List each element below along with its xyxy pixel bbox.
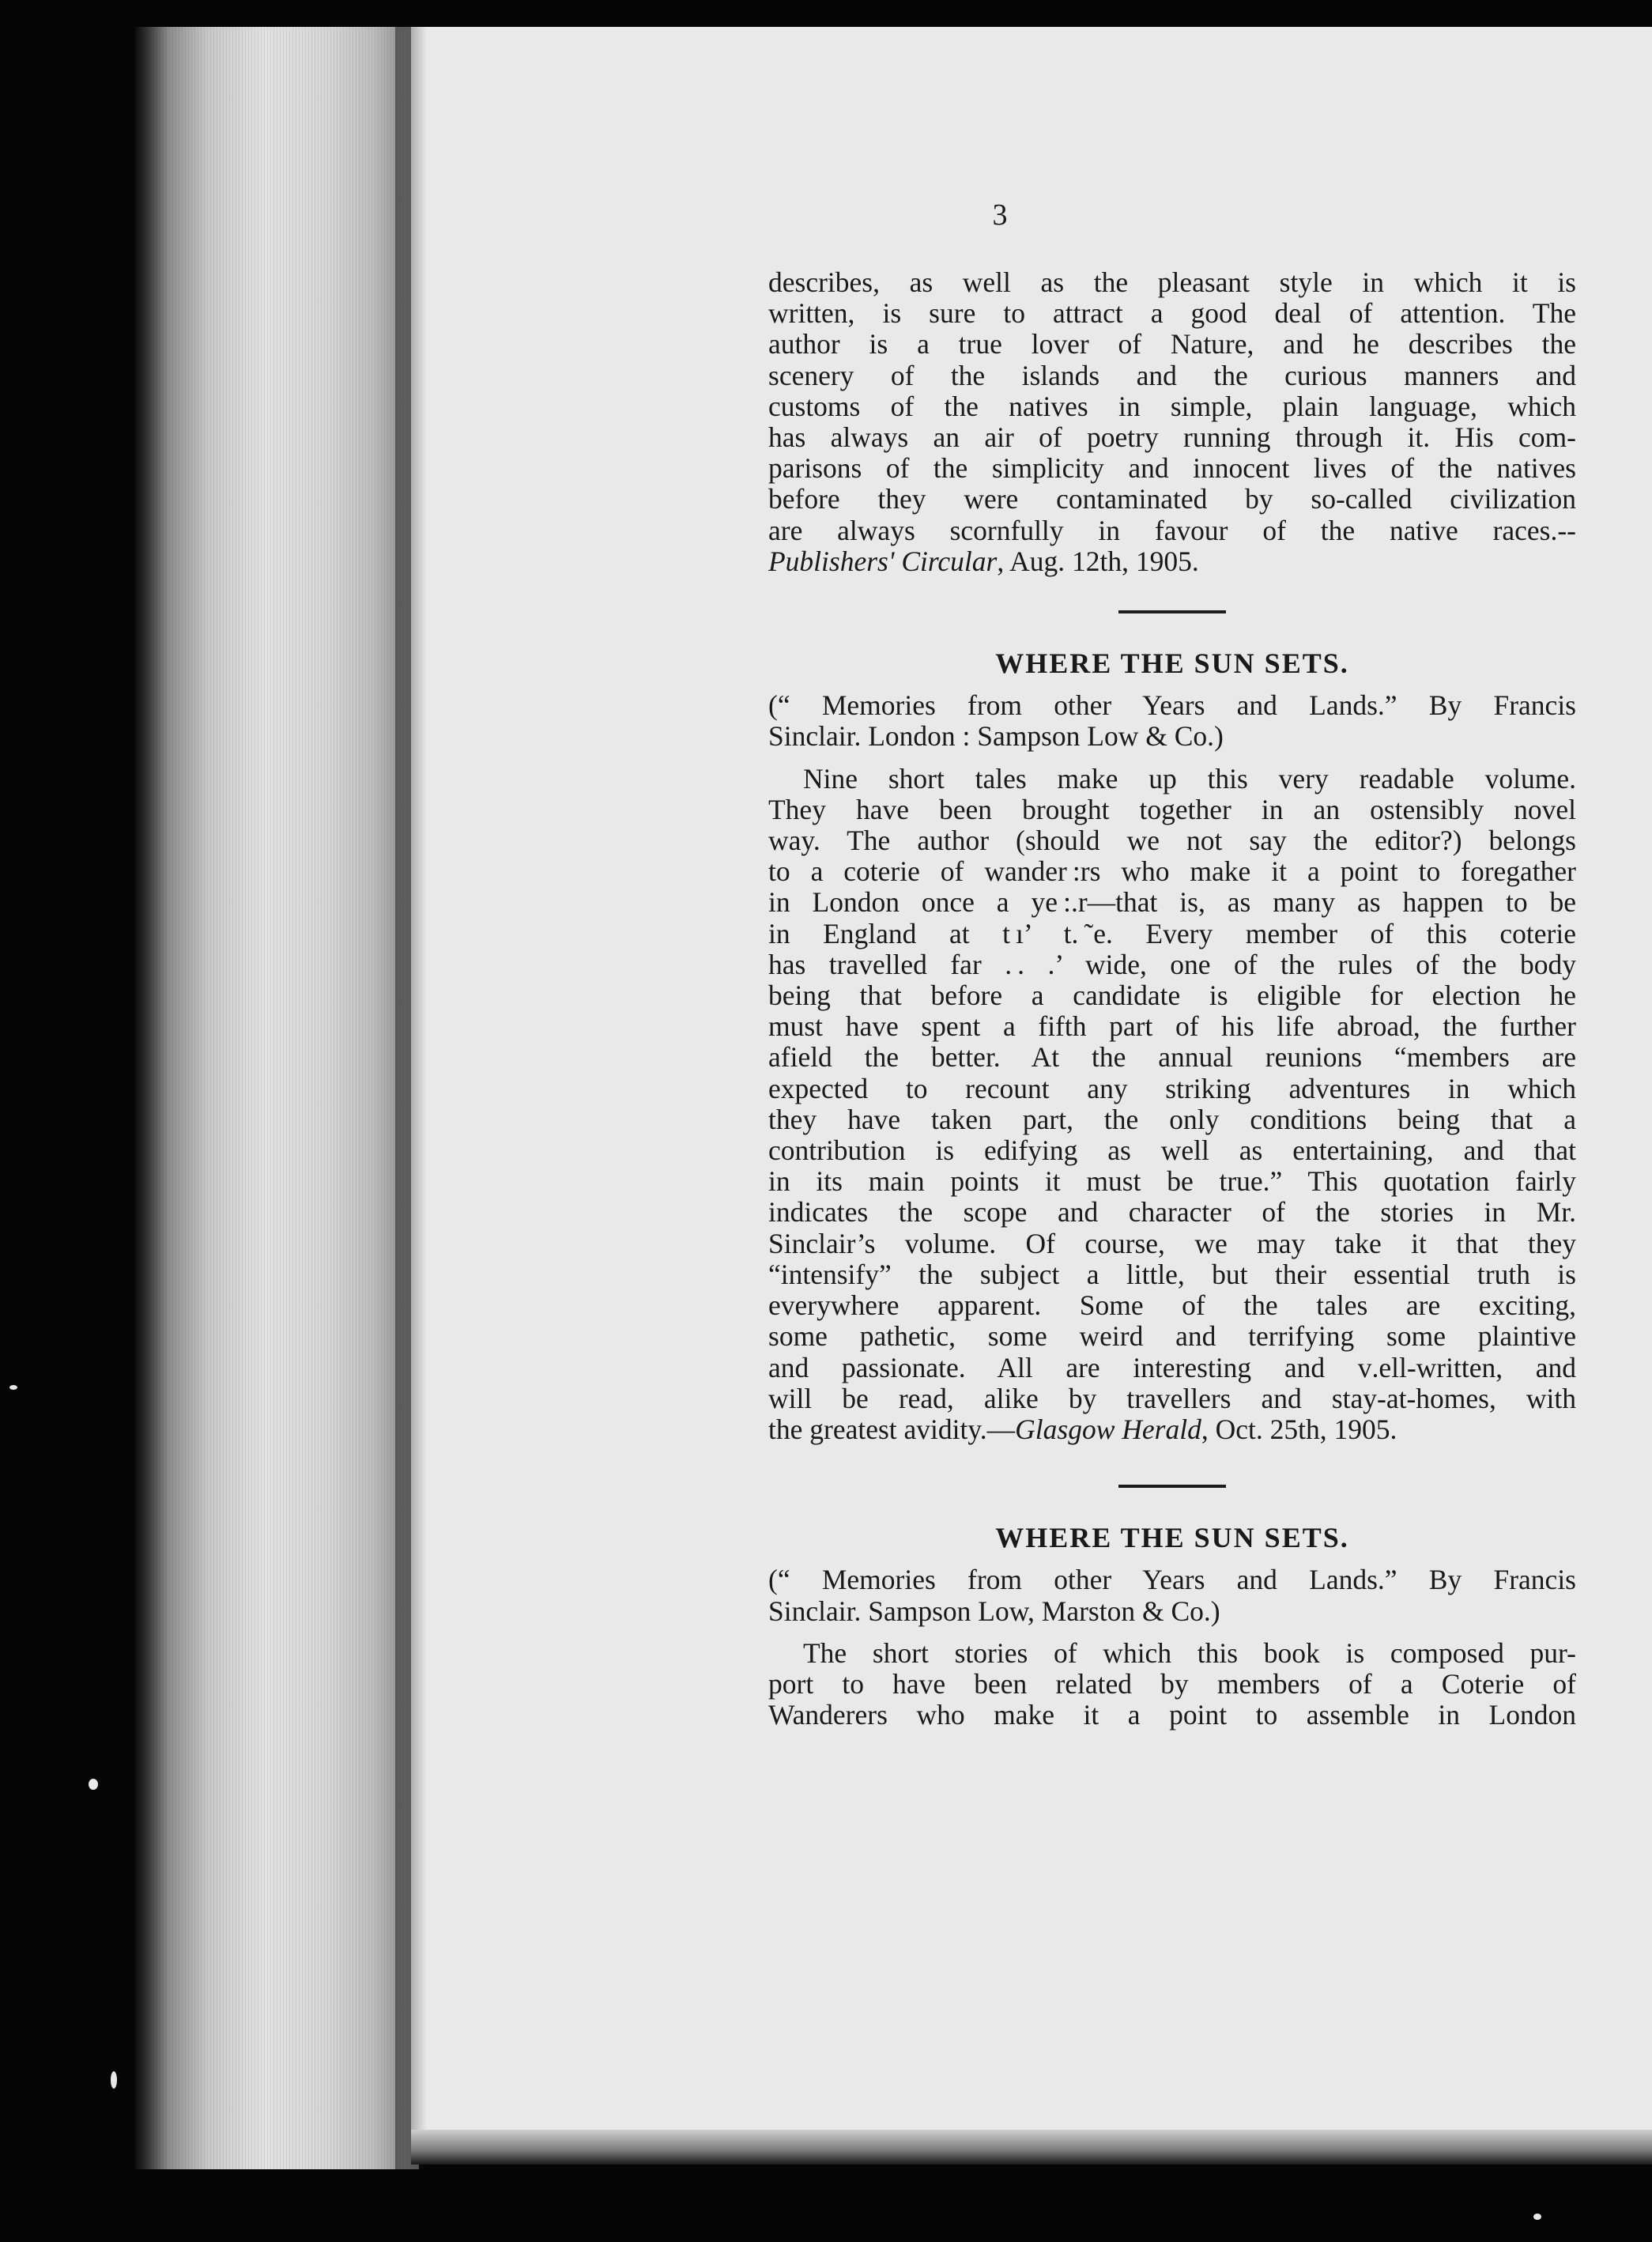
review-source-line <box>768 546 1576 577</box>
text-line: will be read, alike by travellers and stay-at-homes, with <box>768 1382 1576 1414</box>
review-heading: WHERE THE SUN SETS. <box>995 647 1349 680</box>
text-line: expected to recount any striking adventures in which <box>768 1072 1576 1104</box>
dust-speck <box>111 2071 117 2089</box>
text-line: Nine short tales make up this very readable volume. <box>803 762 1576 795</box>
text-line: some pathetic, some weird and terrifying some plaintive <box>768 1320 1576 1353</box>
text-line: parisons of the simplicity and innocent lives of the natives <box>768 452 1576 485</box>
review-heading: WHERE THE SUN SETS. <box>995 1522 1349 1554</box>
page-edge-shadow <box>395 27 427 2169</box>
text-line: They have been brought together in an ostensibly novel <box>768 793 1576 825</box>
text-line: has travelled far . . .’ wide, one of the rules of the body <box>768 948 1576 980</box>
dust-speck <box>1533 2214 1541 2220</box>
text-line: to a coterie of wander :rs who make it a point to foregather <box>768 855 1576 888</box>
text-line: author is a true lover of Nature, and he describes the <box>768 328 1576 360</box>
text-line: in England at t ı’ t. ˜e. Every member of this coterie <box>768 917 1576 949</box>
review-paragraph <box>768 267 1576 577</box>
review-paragraph <box>768 1638 1576 1731</box>
text-line: being that before a candidate is eligible for election he <box>768 979 1576 1012</box>
text-line: contribution is edifying as well as entertaining, and that <box>768 1134 1576 1167</box>
review-source-title: Publishers' Circular <box>768 545 998 577</box>
text-line: and passionate. All are interesting and ᴠ.ell-written, and <box>768 1351 1576 1383</box>
review-source-date: , Aug. 12th, 1905. <box>997 545 1199 577</box>
text-line: customs of the natives in simple, plain language, which <box>768 390 1576 422</box>
text-line: Wanderers who make it a point to assemble in London <box>768 1699 1576 1731</box>
text-line: before they were contaminated by so-called civilization <box>768 483 1576 515</box>
text-line: indicates the scope and character of the stories in Mr. <box>768 1196 1576 1229</box>
text-line: everywhere apparent. Some of the tales are exciting, <box>768 1289 1576 1322</box>
dust-speck <box>9 1385 17 1390</box>
review-source-date: , Oct. 25th, 1905. <box>1201 1413 1397 1445</box>
text-line: “intensify” the subject a little, but their essential truth is <box>768 1258 1576 1290</box>
book-fore-edge <box>134 27 419 2169</box>
review-source-line <box>768 1414 1576 1445</box>
text-line: afield the better. At the annual reunions “members are <box>768 1041 1576 1074</box>
text-line: (“ Memories from other Years and Lands.” By Francis <box>768 1564 1576 1596</box>
page-number: 3 <box>992 198 1008 232</box>
text-fragment: the greatest avidity.— <box>768 1413 1016 1445</box>
text-line: has always an air of poetry running through it. His com- <box>768 421 1576 454</box>
text-line: are always scornfully in favour of the native races.-- <box>768 514 1576 546</box>
page-bottom-edge <box>411 2130 1652 2165</box>
text-line: describes, as well as the pleasant style in which it is <box>768 266 1576 298</box>
page-text <box>768 196 1576 1731</box>
text-line: Sinclair. London : Sampson Low & Co.) <box>768 720 1224 753</box>
dust-speck <box>89 1779 98 1790</box>
review-citation <box>768 1564 1576 1626</box>
review-citation <box>768 690 1576 752</box>
text-line: Sinclair’s volume. Of course, we may take it that they <box>768 1227 1576 1259</box>
text-line: written, is sure to attract a good deal of attention. The <box>768 297 1576 330</box>
text-line: (“ Memories from other Years and Lands.” By Francis <box>768 689 1576 722</box>
text-line: port to have been related by members of a Coterie of <box>768 1667 1576 1700</box>
text-line: way. The author (should we not say the editor?) belongs <box>768 825 1576 857</box>
text-line: in London once a ye :.r—that is, as many as happen to be <box>768 886 1576 919</box>
section-divider <box>1118 610 1226 613</box>
section-divider <box>1118 1485 1226 1488</box>
text-line: must have spent a fifth part of his life abroad, the further <box>768 1010 1576 1043</box>
text-line: Sinclair. Sampson Low, Marston & Co.) <box>768 1595 1220 1627</box>
review-paragraph <box>768 764 1576 1445</box>
text-line: scenery of the islands and the curious manners and <box>768 359 1576 391</box>
text-line: they have taken part, the only conditions being that a <box>768 1103 1576 1135</box>
text-line: The short stories of which this book is composed pur- <box>803 1636 1576 1669</box>
text-line: in its main points it must be true.” This quotation fairly <box>768 1165 1576 1198</box>
review-source-title: Glasgow Herald <box>1015 1413 1201 1445</box>
